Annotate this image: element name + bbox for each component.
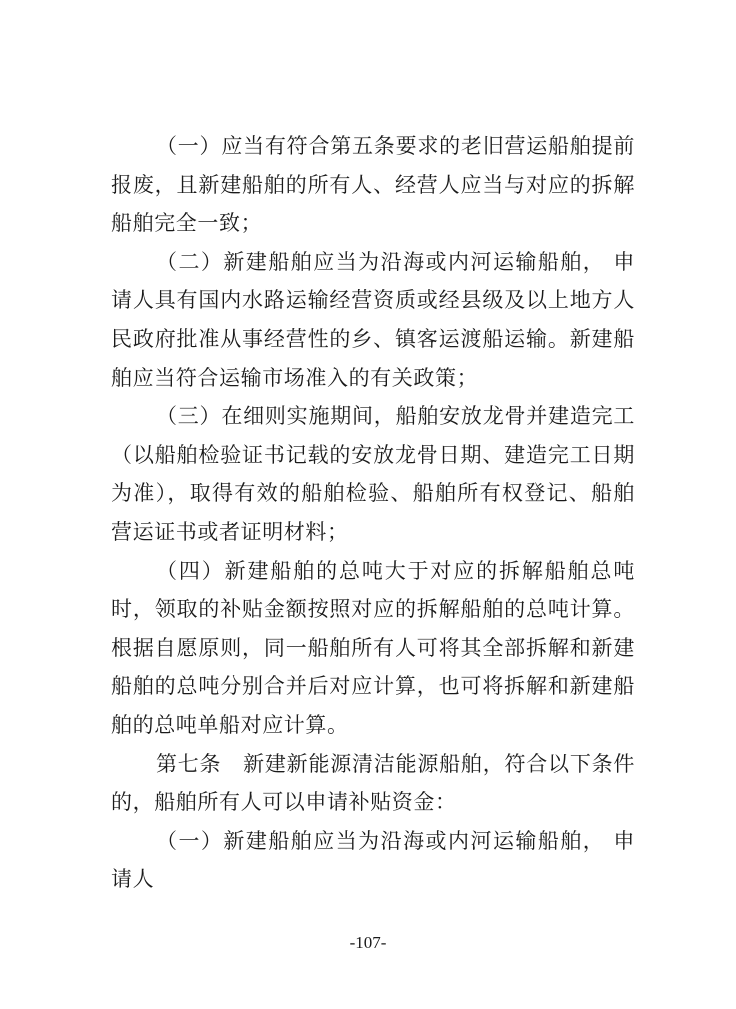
text-line: 领取的补贴金额按照对应的拆解船舶的总吨计算。根据自 [111, 597, 635, 660]
text-line: 愿原则，同一船舶所有人可将其全部拆解和新建船舶的总 [111, 635, 635, 699]
text-line: 者证明材料； [219, 519, 349, 544]
text-line: 船舶所有人可以申请补贴资金： [154, 790, 457, 815]
paragraph-article-7-clause-1 [111, 822, 635, 899]
text-line: 府批准从事经营性的乡、镇客运渡船运输。新建船舶应当 [111, 326, 635, 390]
page-number: -107- [349, 933, 387, 952]
text-line: 具有国内水路运输经营资质或经县级及以上地方人民政 [111, 288, 635, 351]
text-line: 符合运输市场准入的有关政策； [175, 365, 479, 390]
text-line: （四）新建船舶的总吨大于对应的拆解船舶总吨时， [111, 558, 635, 622]
paragraph-clause-3 [111, 397, 635, 551]
text-line: （一）新建船舶应当为沿海或内河运输船舶， 申请人 [111, 828, 635, 892]
document-body [111, 127, 635, 899]
text-line: （一）应当有符合第五条要求的老旧营运船舶提前报 [111, 134, 635, 197]
text-line: 第七条 新建新能源清洁能源船舶，符合以下条件的， [111, 751, 635, 815]
paragraph-clause-4 [111, 552, 635, 745]
paragraph-clause-1 [111, 127, 635, 243]
text-line: （二）新建船舶应当为沿海或内河运输船舶， 申请人 [111, 249, 635, 313]
text-line: （三）在细则实施期间，船舶安放龙骨并建造完工（以 [111, 404, 635, 467]
text-line: 船舶检验证书记载的安放龙骨日期、建造完工日期为准）， [111, 442, 635, 506]
text-line: 船对应计算。 [219, 712, 349, 737]
text-line: 吨分别合并后对应计算，也可将拆解和新建船舶的总吨单 [111, 674, 635, 737]
text-line: 取得有效的船舶检验、船舶所有权登记、船舶营运证书或 [111, 481, 635, 544]
paragraph-clause-2 [111, 243, 635, 397]
text-line: 废，且新建船舶的所有人、经营人应当与对应的拆解船舶 [111, 172, 635, 236]
paragraph-article-7 [111, 745, 635, 822]
text-line: 完全一致； [154, 211, 263, 236]
